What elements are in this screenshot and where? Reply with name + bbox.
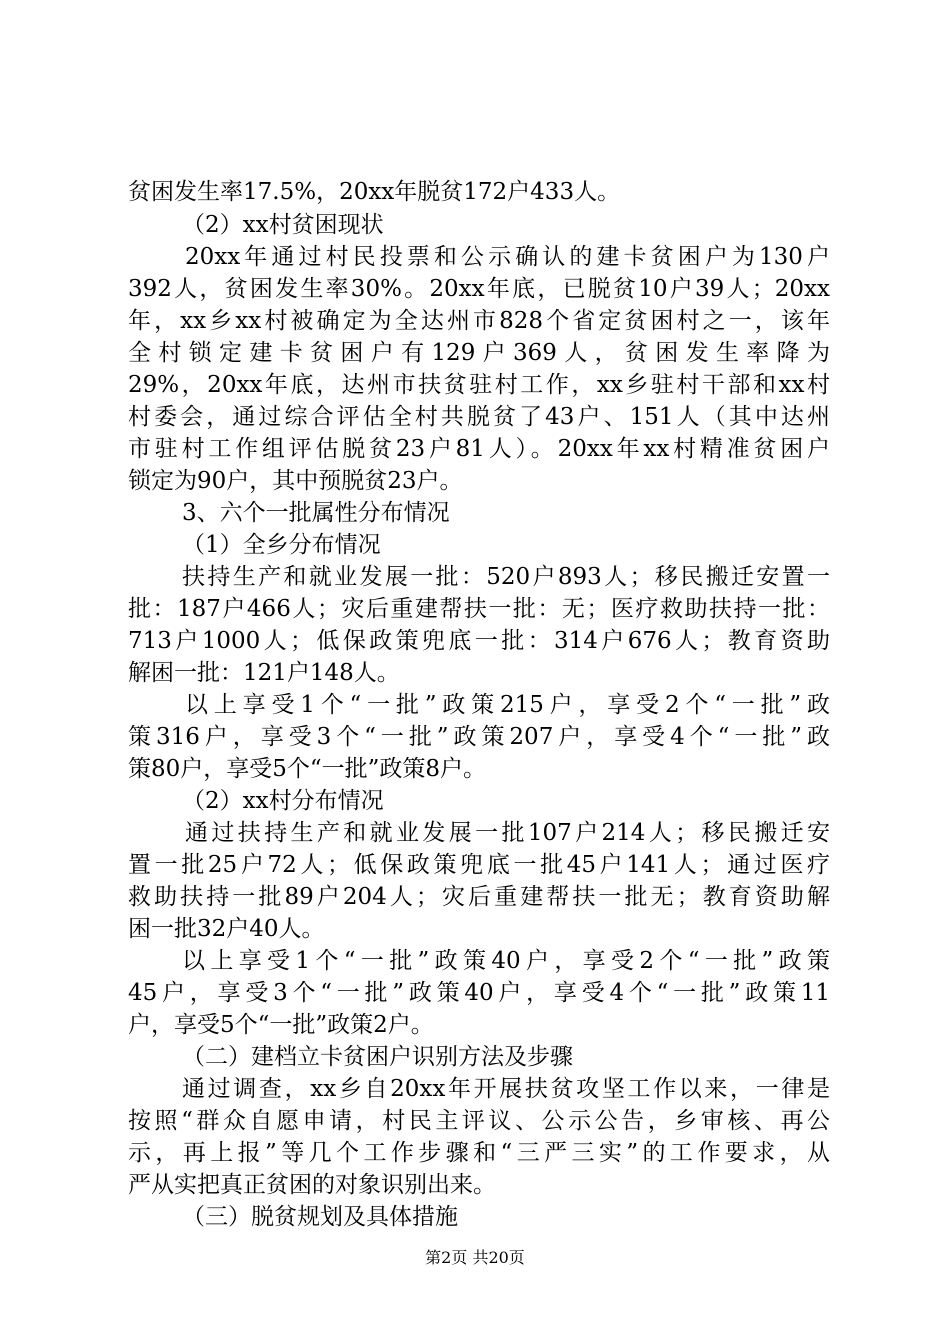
section-heading-plan: （三）脱贫规划及具体措施 bbox=[182, 1204, 458, 1230]
text-line-30: 按照“群众自愿申请，村民主评议、公示公告，乡审核、再公 bbox=[128, 1108, 830, 1134]
text-line-25: 以上享受1个“一批”政策40户，享受2个“一批”政策 bbox=[182, 948, 830, 974]
text-line-13: 扶持生产和就业发展一批：520户893人；移民搬迁安置一 bbox=[182, 564, 830, 590]
text-line-16: 解困一批：121户148人。 bbox=[128, 660, 400, 686]
text-line-14: 批：187户466人；灾后重建帮扶一批：无；医疗救助扶持一批： bbox=[128, 596, 830, 622]
text-line-19: 策80户，享受5个“一批”政策8户。 bbox=[128, 756, 487, 782]
text-line-8: 村委会，通过综合评估全村共脱贫了43户、151人（其中达州 bbox=[128, 404, 830, 430]
text-line-5: 年，xx乡xx村被确定为全达州市828个省定贫困村之一，该年 bbox=[128, 308, 830, 334]
page-number-footer: 第2页 共20页 bbox=[425, 1248, 525, 1267]
text-line-22: 置一批25户72人；低保政策兜底一批45户141人；通过医疗 bbox=[128, 852, 830, 878]
text-line-23: 救助扶持一批89户204人；灾后重建帮扶一批无；教育资助解 bbox=[128, 884, 830, 910]
subheading-village-distribution: （2）xx村分布情况 bbox=[182, 788, 384, 814]
text-line-7: 29%，20xx年底，达州市扶贫驻村工作，xx乡驻村干部和xx村 bbox=[128, 372, 830, 398]
text-line-31: 示，再上报”等几个工作步骤和“三严三实”的工作要求，从 bbox=[128, 1140, 830, 1166]
text-line-9: 市驻村工作组评估脱贫23户81人）。20xx年xx村精准贫困户 bbox=[128, 436, 830, 462]
text-line-10: 锁定为90户，其中预脱贫23户。 bbox=[128, 468, 463, 494]
text-line-3: 20xx年通过村民投票和公示确认的建卡贫困户为130户 bbox=[185, 244, 830, 270]
text-line-27: 户，享受5个“一批”政策2户。 bbox=[128, 1012, 434, 1038]
section-heading-identification: （二）建档立卡贫困户识别方法及步骤 bbox=[182, 1044, 573, 1070]
text-line-26: 45户，享受3个“一批”政策40户，享受4个“一批”政策11 bbox=[128, 980, 830, 1006]
text-line-1: 贫困发生率17.5%，20xx年脱贫172户433人。 bbox=[128, 179, 621, 205]
text-line-6: 全村锁定建卡贫困户有129户369人，贫困发生率降为 bbox=[128, 340, 830, 366]
subheading-township-distribution: （1）全乡分布情况 bbox=[182, 532, 381, 558]
text-line-2: （2）xx村贫困现状 bbox=[182, 212, 384, 238]
text-line-24: 困一批32户40人。 bbox=[128, 916, 325, 942]
text-line-4: 392人，贫困发生率30%。20xx年底，已脱贫10户39人；20xx bbox=[128, 276, 830, 302]
text-line-17: 以上享受1个“一批”政策215户，享受2个“一批”政 bbox=[185, 692, 830, 718]
text-line-29: 通过调查，xx乡自20xx年开展扶贫攻坚工作以来，一律是 bbox=[182, 1076, 830, 1102]
text-line-18: 策316户，享受3个“一批”政策207户，享受4个“一批”政 bbox=[128, 724, 830, 750]
section-heading-six-batches: 3、六个一批属性分布情况 bbox=[182, 500, 450, 526]
text-line-15: 713户1000人；低保政策兜底一批：314户676人；教育资助 bbox=[128, 628, 830, 654]
text-line-32: 严从实把真正贫困的对象识别出来。 bbox=[128, 1172, 496, 1198]
text-line-21: 通过扶持生产和就业发展一批107户214人；移民搬迁安 bbox=[185, 820, 830, 846]
